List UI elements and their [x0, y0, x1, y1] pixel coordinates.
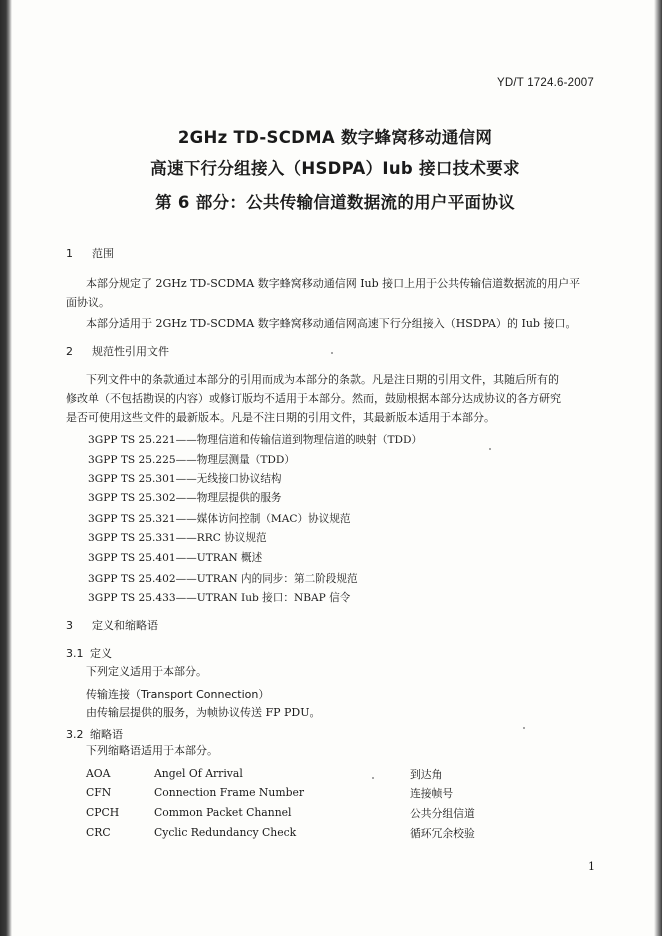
- section-2-intro-line-3: 是否可使用这些文件的最新版本。凡是不注日期的引用文件，其最新版本适用于本部分。: [66, 411, 495, 424]
- subsection-3-2-intro: 下列缩略语适用于本部分。: [86, 744, 218, 757]
- document-code: YD/T 1724.6-2007: [497, 77, 594, 89]
- abbreviation-row: [86, 826, 586, 842]
- abbreviation-english: Common Packet Channel: [154, 806, 292, 819]
- reference-item: 3GPP TS 25.301——无线接口协议结构: [88, 473, 282, 485]
- reference-item: 3GPP TS 25.221——物理信道和传输信道到物理信道的映射（TDD）: [88, 434, 423, 446]
- reference-item: 3GPP TS 25.433——UTRAN Iub 接口：NBAP 信令: [88, 592, 351, 604]
- section-2-number: 2: [66, 345, 73, 358]
- subsection-3-1-number: 3.1: [66, 647, 84, 660]
- subsection-3-1-heading: [66, 645, 112, 661]
- abbreviation: CRC: [86, 826, 111, 839]
- abbreviation-chinese: 公共分组信道: [410, 807, 475, 820]
- section-2-heading: [66, 343, 169, 359]
- abbreviation-chinese: 连接帧号: [410, 787, 454, 800]
- scan-speck: [489, 448, 491, 450]
- abbreviation-english: Cyclic Redundancy Check: [154, 826, 297, 839]
- section-1-para-1-line-2: 面协议。: [66, 296, 110, 309]
- section-3-title: 定义和缩略语: [92, 619, 158, 632]
- reference-item: 3GPP TS 25.401——UTRAN 概述: [88, 552, 263, 564]
- scan-speck: [372, 777, 374, 779]
- reference-item: 3GPP TS 25.402——UTRAN 内的同步：第二阶段规范: [88, 573, 358, 585]
- definition-text: 由传输层提供的服务，为帧协议传送 FP PDU。: [86, 706, 321, 719]
- subsection-3-2-title: 缩略语: [90, 728, 123, 741]
- abbreviation-row: [86, 786, 586, 802]
- subsection-3-1-title: 定义: [90, 647, 112, 660]
- scan-speck: [331, 352, 333, 354]
- abbreviation: AOA: [86, 767, 111, 780]
- abbreviation: CPCH: [86, 806, 120, 819]
- section-1-heading: [66, 245, 114, 261]
- section-1-number: 1: [66, 247, 73, 260]
- scan-speck: [523, 727, 525, 729]
- abbreviation-row: [86, 767, 586, 783]
- section-3-heading: [66, 617, 158, 633]
- abbreviation-chinese: 到达角: [410, 768, 443, 781]
- section-1-para-2: 本部分适用于 2GHz TD-SCDMA 数字蜂窝移动通信网高速下行分组接入（HSDPA）的 Iub 接口。: [86, 317, 577, 330]
- abbreviation-chinese: 循环冗余校验: [410, 827, 475, 840]
- page-number: 1: [588, 860, 595, 873]
- section-3-number: 3: [66, 619, 73, 632]
- section-2-title: 规范性引用文件: [92, 345, 169, 358]
- abbreviation-row: [86, 806, 586, 822]
- definition-term: 传输连接（Transport Connection）: [86, 688, 270, 701]
- reference-item: 3GPP TS 25.302——物理层提供的服务: [88, 492, 282, 504]
- reference-item: 3GPP TS 25.321——媒体访问控制（MAC）协议规范: [88, 513, 351, 525]
- section-2-intro-line-2: 修改单（不包括勘误的内容）或修订版均不适用于本部分。然而，鼓励根据本部分达成协议的各方研究: [66, 392, 561, 405]
- section-1-title: 范围: [92, 247, 114, 260]
- title-line-1: 2GHz TD-SCDMA 数字蜂窝移动通信网: [177, 128, 493, 147]
- reference-item: 3GPP TS 25.331——RRC 协议规范: [88, 532, 267, 544]
- title-line-3: 第 6 部分：公共传输信道数据流的用户平面协议: [155, 193, 515, 212]
- reference-item: 3GPP TS 25.225——物理层测量（TDD）: [88, 454, 295, 466]
- title-line-2: 高速下行分组接入（HSDPA）Iub 接口技术要求: [150, 159, 520, 178]
- subsection-3-2-heading: [66, 726, 123, 742]
- abbreviation-english: Angel Of Arrival: [154, 767, 243, 780]
- abbreviation-english: Connection Frame Number: [154, 786, 305, 799]
- subsection-3-2-number: 3.2: [66, 728, 84, 741]
- section-1-para-1-line-1: 本部分规定了 2GHz TD-SCDMA 数字蜂窝移动通信网 Iub 接口上用于公共传输信道数据流的用户平: [86, 277, 581, 290]
- subsection-3-1-intro: 下列定义适用于本部分。: [86, 665, 207, 678]
- abbreviation: CFN: [86, 786, 112, 799]
- section-2-intro-line-1: 下列文件中的条款通过本部分的引用而成为本部分的条款。凡是注日期的引用文件，其随后所有的: [86, 373, 559, 386]
